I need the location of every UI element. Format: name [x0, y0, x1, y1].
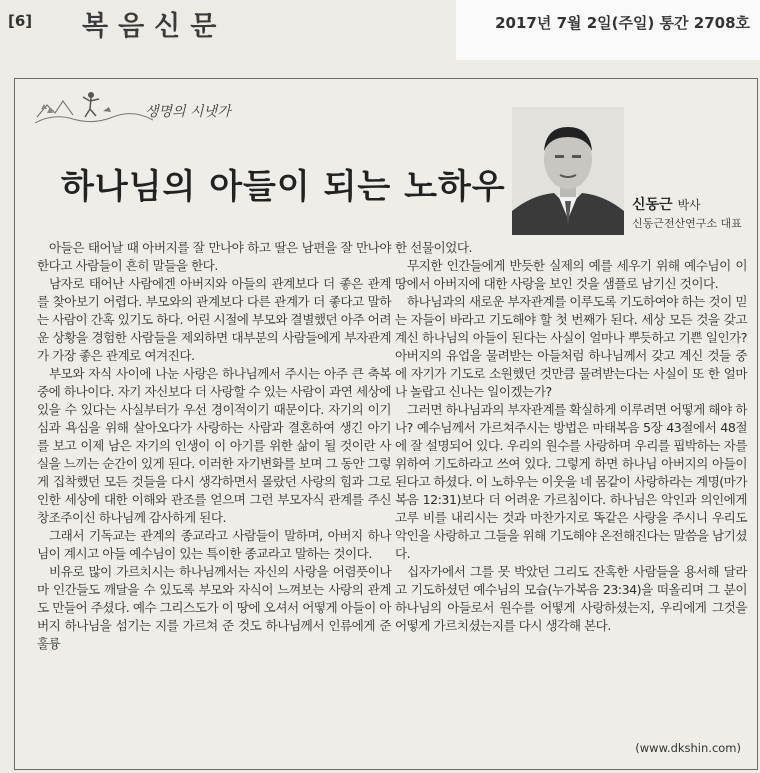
author-title: 박사	[677, 198, 701, 212]
column-name: 생명의 시냇가	[145, 104, 231, 120]
paragraph: 하나님과의 새로운 부자관계를 이루도록 기도하여야 하는 것이 믿는 자들이 바라고 기도해야 할 첫 번째가 된다. 세상 모든 것을 갖고 계신 하나님의 아들이 된다는 사실이 얼마나 뿌듯하고 기쁜 일인가? 아버지의 유업을 물려받는 아들처럼 하나님께서 갖고 계신 것들 중에 자기가 기도로 소원했던 것만큼 물려받는다는 사실이 또 한 얼마나 놀랍고 신나는 일이겠는가?	[395, 294, 747, 399]
paragraph: 남자로 태어난 사람에겐 아버지와 아들의 관계보다 더 좋은 관계를 찾아보기 어렵다. 부모와의 관계보다 다른 관계가 더 좋다고 말하는 사람이 간혹 있기도 하다. 어린 시절에 부모와 결별했던 아주 어려운 상황을 경험한 사람들을 제외하면 대부분의 사람들에게 부자관계가 가장 좋은 관계로 여겨진다.	[37, 276, 391, 363]
source-url: (www.dkshin.com)	[635, 741, 741, 755]
paragraph: 비유로 많이 가르치시는 하나님께서는 자신의 사랑을 어렴풋이나마 인간들도 깨달을 수 있도록 부모와 자식이 느껴보는 사랑의 관계도 만들어 주셨다. 예수 그리스도가 이 땅에 오셔서 어떻게 아들이 아버지 하나님을 섬기는 지를 가르쳐 준 것도 하나님께서 인류에게 준 훌륭	[37, 564, 391, 651]
paragraph-continued: 한 선물이었다.	[395, 240, 472, 255]
dateline: 2017년 7월 2일(주일) 통간 2708호	[495, 14, 750, 32]
author-name-text: 신동근	[632, 197, 673, 213]
article-column-right	[395, 239, 747, 635]
author-portrait-icon	[512, 107, 624, 235]
article-column-left	[37, 239, 391, 653]
article-box	[14, 78, 758, 770]
author-name	[632, 194, 701, 214]
page-number: [6]	[8, 12, 33, 30]
newspaper-header	[0, 0, 760, 62]
paragraph: 부모와 자식 사이에 나눈 사랑은 하나님께서 주시는 아주 큰 축복 중에 하나이다. 자기 자신보다 더 사랑할 수 있는 사람이 과연 세상에 있을 수 있다는 사실부터가 우선 경이적이기 때문이다. 자기의 이기심과 욕심을 위해 살아오다가 사랑하는 사람과 결혼하여 생긴 아기를 보고 이제 남은 자기의 인생이 이 아기를 위한 삶이 될 것이란 사실을 느끼는 순간이 있게 된다. 이러한 자기변화를 보며 그 동안 그렇게 집착했던 모든 것들을 다시 생각하면서 몰랐던 사랑의 힘과 그로 인한 세상에 대한 이해와 관조를 얻으며 그런 부모자식 관계를 주신 창조주이신 하나님께 감사하게 된다.	[37, 366, 391, 525]
masthead: 복음신문	[82, 11, 227, 42]
headline: 하나님의 아들이 되는 노하우	[61, 167, 506, 207]
paragraph: 무지한 인간들에게 반듯한 실제의 예를 세우기 위해 예수님이 이 땅에서 아버지에 대한 사랑을 보인 것을 샘플로 남기신 것이다.	[395, 258, 747, 291]
column-logo	[33, 87, 263, 127]
paragraph: 그래서 기독교는 관계의 종교라고 사람들이 말하며, 아버지 하나님이 계시고 아들 예수님이 있는 특이한 종교라고 말하는 것이다.	[37, 528, 391, 561]
dateline-box	[456, 0, 760, 60]
author-photo	[512, 107, 624, 235]
paragraph: 그러면 하나님과의 부자관계를 확실하게 이루려면 어떻게 해야 하나? 예수님께서 가르쳐주시는 방법은 마태복음 5장 43절에서 48절에 잘 설명되어 있다. 우리의 원수를 사랑하며 우리를 핍박하는 자를 위하여 기도하라고 쓰여 있다. 그렇게 하면 하나님 아버지의 아들이 된다고 하셨다. 이 노하우는 이웃을 네 몸같이 사랑하라는 계명(마가복음 12:31)보다 더 어려운 가르침이다. 하나님은 악인과 의인에게 고루 비를 내리시는 것과 마찬가지로 똑같은 사랑을 주시니 우리도 악인을 사랑하고 그들을 위해 기도해야 온전해진다는 말씀을 남기셨다.	[395, 402, 747, 561]
paragraph: 아들은 태어날 때 아버지를 잘 만나야 하고 딸은 남편을 잘 만나야 한다고 사람들이 흔히 말들을 한다.	[37, 240, 391, 273]
paragraph: 십자가에서 그를 못 박았던 그리도 잔혹한 사람들을 용서해 달라고 기도하셨던 예수님의 모습(누가복음 23:34)을 떠올리며 그 분이 하나님의 아들로서 원수를 어떻게 사랑하셨는지, 우리에게 그것을 어떻게 가르치셨는지를 다시 생각해 본다.	[395, 564, 747, 633]
author-organization: 신동근전산연구소 대표	[632, 217, 742, 230]
